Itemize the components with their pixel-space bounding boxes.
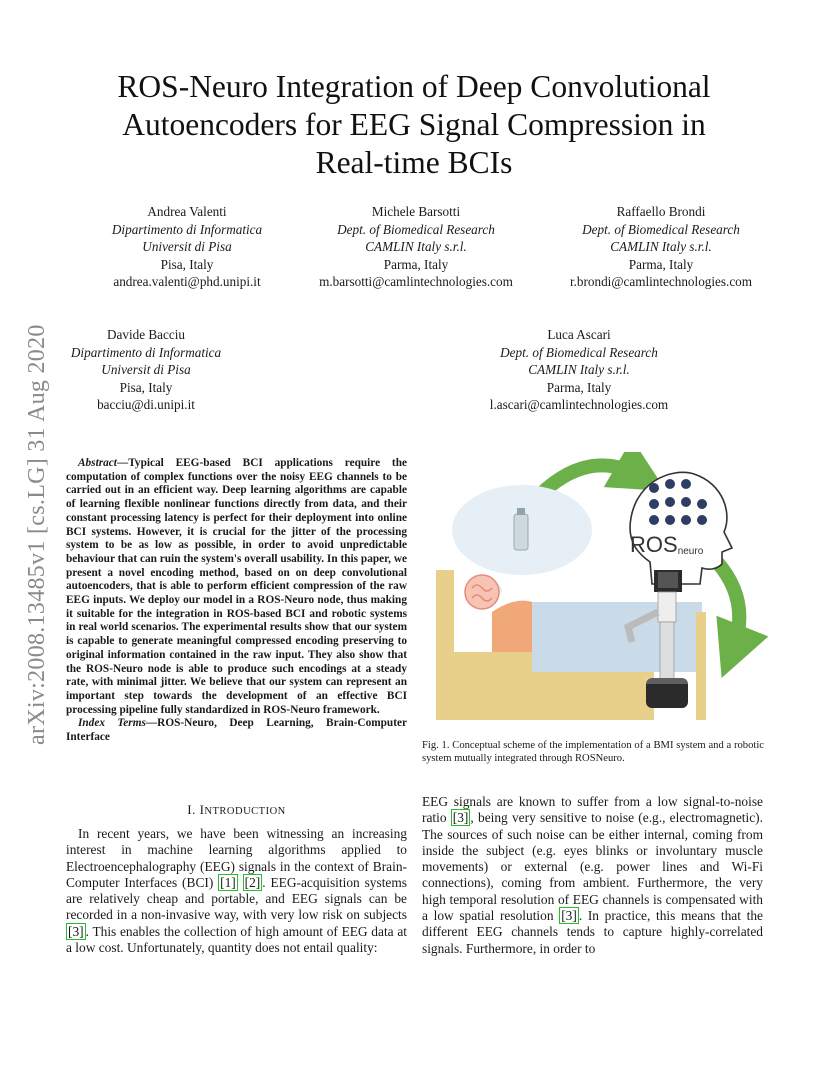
author-name: Luca Ascari (547, 327, 611, 342)
citation-link[interactable]: [2] (244, 874, 261, 890)
intro-left-column: In recent years, we have been witnessing an increasing interest in machine learning algorithms applied to Electroencephalography (EEG) signals in the context of Brain-Computer Interfaces (BCI) [1] [2] . EEG-acquisition systems are relatively cheap and portable, and EEG signals can be recorded in a non-invasive way, with very low risk on subjects [3] . This enables the collection of high amount of EEG data at a low cost. Unfortunately, quantity does not entail quality: (66, 826, 407, 956)
author-city: Pisa, Italy (119, 379, 173, 395)
author-name: Raffaello Brondi (616, 204, 706, 219)
citation-link[interactable]: [3] (452, 810, 469, 826)
author-org: Universit di Pisa (101, 362, 191, 377)
arrow-icon (717, 562, 739, 652)
author-dept: Dept. of Biomedical Research (582, 221, 740, 237)
author-dept: Dept. of Biomedical Research (500, 344, 658, 360)
author-block (552, 203, 770, 291)
author-name: Michele Barsotti (371, 204, 461, 219)
water-bottle-icon (514, 508, 528, 550)
author-email: l.ascari@camlintechnologies.com (489, 397, 669, 412)
figure-1-illustration (432, 452, 768, 722)
section-heading: I. INTRODUCTION (187, 802, 286, 817)
author-name: Andrea Valenti (147, 204, 227, 219)
author-org: Universit di Pisa (142, 239, 232, 254)
author-block (466, 326, 692, 414)
citation-link[interactable]: [1] (220, 874, 236, 890)
author-city: Pisa, Italy (160, 256, 214, 272)
index-terms-text: —ROS-Neuro, Deep Learning, Brain-Computer Interface (66, 717, 407, 744)
author-block (56, 326, 236, 414)
author-block (86, 203, 288, 291)
author-city: Parma, Italy (628, 256, 694, 272)
title-line-1: ROS-Neuro Integration of Deep Convolutional (117, 69, 711, 104)
citation-link[interactable]: [3] (68, 923, 84, 939)
head-eeg-icon (630, 472, 732, 584)
abstract-label: Abstract (78, 457, 117, 469)
author-dept: Dipartimento di Informatica (111, 221, 263, 237)
author-city: Parma, Italy (546, 379, 612, 395)
author-city: Parma, Italy (383, 256, 449, 272)
intro-right-column: EEG signals are known to suffer from a low signal-to-noise ratio [3] , being very sensitive to noise (e.g., electromagnetic). The sources of such noise can be either internal, coming from inside the subject (e.g. eyes blinks or involuntary muscle movements) or external (e.g. power lines and Wi-Fi connections), coming from ambient. Furthermore, the very high temporal resolution of EEG channels is compensated with a low spatial resolution [3] . In practice, this means that the different EEG channels tends to capture highly-correlated signals. Furthermore, in order to (422, 794, 763, 956)
author-dept: Dipartimento di Informatica (70, 344, 222, 360)
author-org: CAMLIN Italy s.r.l. (528, 362, 630, 377)
abstract (66, 457, 407, 745)
brain-icon (465, 575, 499, 609)
paper-title (40, 68, 788, 182)
title-line-3: Real-time BCIs (315, 145, 513, 180)
author-block (302, 203, 530, 291)
author-email: r.brondi@camlintechnologies.com (569, 274, 753, 289)
author-org: CAMLIN Italy s.r.l. (610, 239, 712, 254)
author-name: Davide Bacciu (107, 327, 185, 342)
title-line-2: Autoencoders for EEG Signal Compression in (122, 107, 706, 142)
abstract-text: —Typical EEG-based BCI applications require the computation of complex functions over the noisy EEG channels to be carried out in an efficient way. Deep learning algorithms are capable of learning flexible nonlinear functions directly from data, and their constant processing latency is perfect for their deployment into online BCI systems. However, it is crucial for the jitter of the processing system to be as low as possible, in order to avoid unpredictable behaviour that can ruin the system's overall usability. In this paper, we present a novel encoding method, based on on deep convolutional autoencoders, that is able to perform efficient compression of the raw EEG inputs. We deploy our model in a ROS-Neuro node, thus making it suitable for the integration in ROS-based BCI and robotic systems in real world scenarios. The experimental results show that our system is capable to generate meaningful compressed encoding preserving to original information contained in the raw input. They also show that the ROS-Neuro node is able to produce such encodings at a steady rate, with minimal jitter. We believe that our system can represent an important step towards the development of an effective BCI processing pipeline fully standardized in ROS-Neuro framework. (66, 457, 407, 716)
author-org: CAMLIN Italy s.r.l. (365, 239, 467, 254)
author-email: bacciu@di.unipi.it (97, 397, 195, 412)
author-dept: Dept. of Biomedical Research (337, 221, 495, 237)
index-terms-label: Index Terms (78, 717, 146, 730)
author-email: m.barsotti@camlintechnologies.com (319, 274, 513, 289)
citation-link[interactable]: [3] (561, 908, 577, 924)
author-email: andrea.valenti@phd.unipi.it (113, 274, 261, 289)
rosneuro-logo: ROSneuro (630, 532, 704, 557)
figure-caption: Fig. 1. Conceptual scheme of the implementation of a BMI system and a robotic system mutually integrated through ROSNeuro. (422, 740, 764, 764)
arxiv-stamp: arXiv:2008.13485v1 [cs.LG] 31 Aug 2020 (24, 324, 50, 745)
